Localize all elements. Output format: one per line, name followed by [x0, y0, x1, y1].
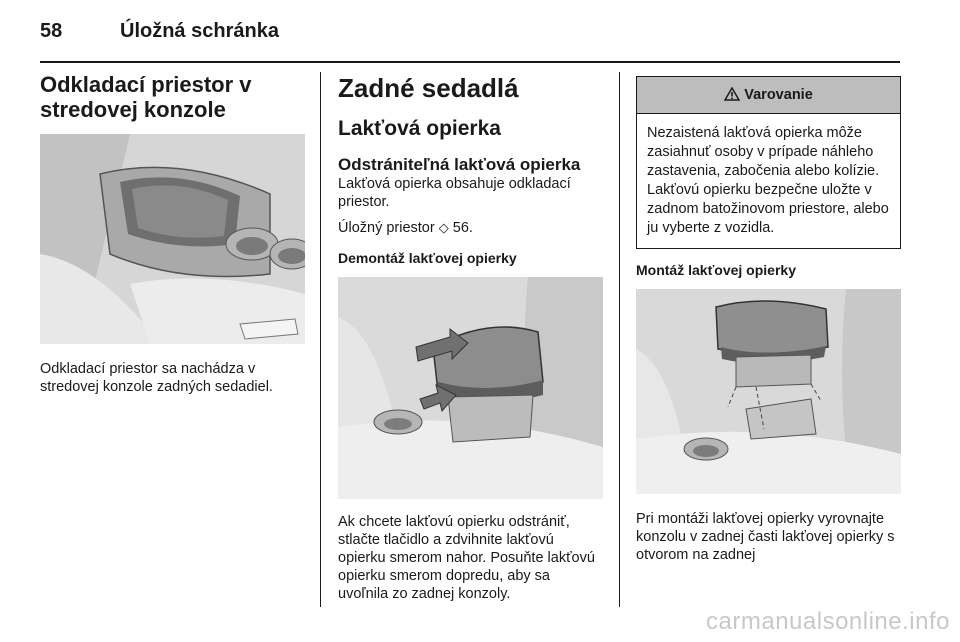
subheading-armrest: Lakťová opierka — [338, 117, 501, 140]
storage-reference — [338, 219, 603, 237]
mounting-instructions: Pri montáži lakťovej opierky vyrovnajte konzolu v zadnej časti lakťovej opierky s otvorom na zadnej — [636, 511, 895, 563]
console-storage-caption: Odkladací priestor sa nachádza v stredovej konzole zadných sedadiel. — [40, 361, 273, 395]
page-reference-icon: ◇ — [438, 220, 449, 235]
warning-triangle-icon — [724, 87, 740, 101]
column-divider-1 — [320, 72, 321, 607]
warning-box — [636, 76, 901, 249]
header-rule — [40, 61, 900, 63]
column-divider-2 — [619, 72, 620, 607]
reference-page: 56. — [452, 220, 473, 236]
armrest-intro: Lakťová opierka obsahuje odkladací priestor. — [338, 176, 571, 210]
section-heading-rear-seats: Zadné sedadlá — [338, 73, 519, 103]
watermark: carmanualsonline.info — [706, 608, 950, 635]
column-2 — [338, 72, 603, 603]
removal-heading: Demontáž lakťovej opierky — [338, 250, 517, 266]
column-1 — [40, 72, 305, 396]
page-header — [40, 14, 900, 54]
section-heading-console-storage: Odkladací priestor v stredovej konzole — [40, 72, 252, 122]
warning-text: Nezaistená lakťová opierka môže zasiahnuť osoby v prípade náhleho zastavenia, zabočenia alebo kolízie. Lakťovú opierku bezpečne uložte v zadnom batožinovom priestore, alebo ju vyberte z vozidla. — [647, 125, 889, 236]
mounting-heading: Montáž lakťovej opierky — [636, 262, 796, 278]
page-number: 58 — [40, 20, 63, 42]
warning-title: Varovanie — [744, 87, 813, 103]
chapter-title: Úložná schránka — [120, 20, 279, 42]
warning-header — [637, 77, 900, 114]
column-3 — [636, 72, 901, 564]
reference-label: Úložný priestor — [338, 220, 435, 236]
subheading-removable-armrest: Odstrániteľná lakťová opierka — [338, 155, 581, 174]
console-storage-illustration — [40, 134, 305, 344]
armrest-mounting-illustration — [636, 289, 901, 494]
removal-instructions: Ak chcete lakťovú opierku odstrániť, stlačte tlačidlo a zdvihnite lakťovú opierku smerom nahor. Posuňte lakťovú opierku smerom dopredu, aby sa uvoľnila zo zadnej konzoly. — [338, 514, 595, 602]
armrest-removal-illustration — [338, 277, 603, 499]
